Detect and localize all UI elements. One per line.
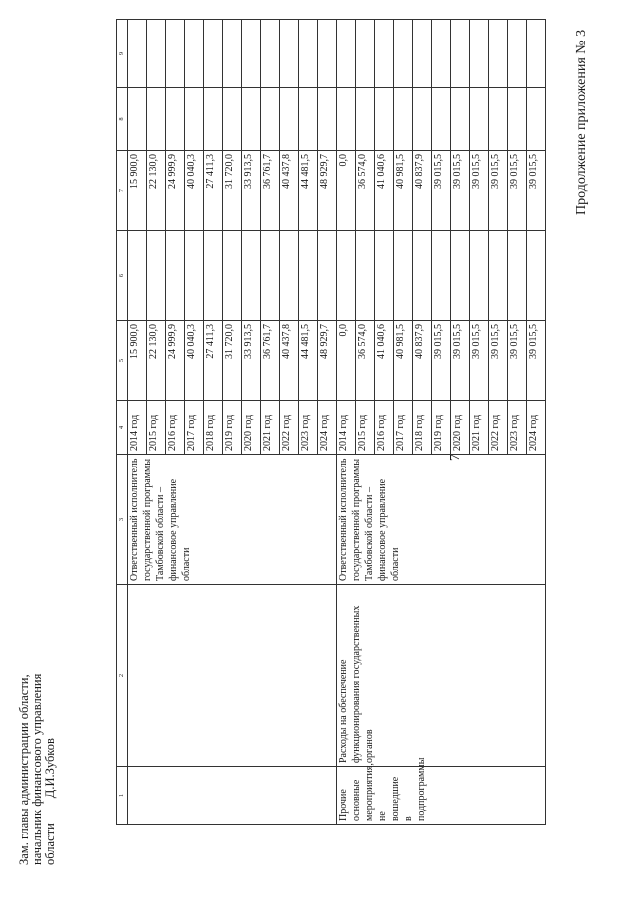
year-cell: 2020 год [451, 401, 470, 455]
expense-cell: Расходы на обеспечение функционирования государственных органов [337, 585, 546, 767]
amount-cell [413, 20, 432, 88]
amount-cell [527, 20, 546, 88]
amount-cell [147, 20, 166, 88]
amount-total-cell: 33 913,5 [242, 321, 261, 401]
amount-cell [337, 88, 356, 151]
amount-cell [356, 88, 375, 151]
amount-total-cell: 40 981,5 [394, 321, 413, 401]
year-cell: 2014 год [337, 401, 356, 455]
amount-cell [299, 231, 318, 321]
expense-cell [128, 585, 337, 767]
amount-cell [299, 88, 318, 151]
year-cell: 2017 год [185, 401, 204, 455]
amount-regional-cell: 40 040,3 [185, 151, 204, 231]
table-row [128, 20, 147, 825]
amount-total-cell: 40 437,8 [280, 321, 299, 401]
amount-total-cell: 24 999,9 [166, 321, 185, 401]
amount-cell [242, 88, 261, 151]
activity-cell [128, 767, 337, 825]
amount-cell [489, 231, 508, 321]
amount-regional-cell: 33 913,5 [242, 151, 261, 231]
amount-cell [147, 88, 166, 151]
year-cell: 2022 год [280, 401, 299, 455]
year-cell: 2019 год [223, 401, 242, 455]
executor-cell: Ответственный исполнитель государственной программы Тамбовской области – финансовое управление области [337, 455, 546, 585]
header-cell: 9 [117, 20, 128, 88]
amount-cell [261, 20, 280, 88]
amount-cell [451, 20, 470, 88]
signature-block [18, 674, 57, 865]
amount-total-cell: 31 720,0 [223, 321, 242, 401]
amount-cell [337, 231, 356, 321]
amount-cell [204, 231, 223, 321]
amount-cell [375, 231, 394, 321]
amount-regional-cell: 39 015,5 [470, 151, 489, 231]
amount-cell [356, 20, 375, 88]
year-cell: 2016 год [375, 401, 394, 455]
appendix-caption: Продолжение приложения № 3 [574, 29, 589, 215]
amount-cell [508, 20, 527, 88]
amount-cell [432, 231, 451, 321]
signature-line-3: области [43, 823, 57, 865]
amount-cell [337, 20, 356, 88]
executor-cell: Ответственный исполнитель государственной программы Тамбовской области – финансовое управление области [128, 455, 337, 585]
amount-cell [508, 88, 527, 151]
header-cell: 1 [117, 767, 128, 825]
amount-total-cell: 15 900,0 [128, 321, 147, 401]
amount-regional-cell: 40 981,5 [394, 151, 413, 231]
header-row [117, 20, 128, 825]
amount-cell [166, 231, 185, 321]
amount-regional-cell: 39 015,5 [489, 151, 508, 231]
header-cell: 4 [117, 401, 128, 455]
amount-cell [185, 231, 204, 321]
year-cell: 2015 год [147, 401, 166, 455]
amount-regional-cell: 40 437,8 [280, 151, 299, 231]
amount-cell [223, 20, 242, 88]
amount-cell [394, 20, 413, 88]
amount-cell [432, 88, 451, 151]
amount-cell [527, 88, 546, 151]
year-cell: 2024 год [318, 401, 337, 455]
year-cell: 2017 год [394, 401, 413, 455]
amount-cell [128, 88, 147, 151]
amount-cell [280, 88, 299, 151]
amount-cell [204, 88, 223, 151]
amount-cell [185, 20, 204, 88]
amount-cell [375, 88, 394, 151]
year-cell: 2024 год [527, 401, 546, 455]
header-cell: 2 [117, 585, 128, 767]
amount-regional-cell: 44 481,5 [299, 151, 318, 231]
year-cell: 2023 год [508, 401, 527, 455]
amount-total-cell: 0,0 [337, 321, 356, 401]
amount-regional-cell: 31 720,0 [223, 151, 242, 231]
amount-cell [527, 231, 546, 321]
amount-total-cell: 22 130,0 [147, 321, 166, 401]
amount-cell [489, 88, 508, 151]
signature-line-2: начальник финансового управления [30, 673, 44, 865]
amount-cell [375, 20, 394, 88]
amount-regional-cell: 22 130,0 [147, 151, 166, 231]
amount-cell [413, 88, 432, 151]
amount-cell [223, 88, 242, 151]
amount-total-cell: 48 929,7 [318, 321, 337, 401]
amount-cell [128, 20, 147, 88]
amount-regional-cell: 39 015,5 [527, 151, 546, 231]
amount-regional-cell: 40 837,9 [413, 151, 432, 231]
year-cell: 2022 год [489, 401, 508, 455]
amount-cell [508, 231, 527, 321]
amount-regional-cell: 36 761,7 [261, 151, 280, 231]
amount-cell [280, 231, 299, 321]
amount-cell [242, 20, 261, 88]
table-row [337, 20, 356, 825]
signature-line-1: Зам. главы администрации области, [17, 674, 31, 865]
amount-cell [489, 20, 508, 88]
amount-total-cell: 39 015,5 [432, 321, 451, 401]
amount-regional-cell: 39 015,5 [451, 151, 470, 231]
amount-total-cell: 44 481,5 [299, 321, 318, 401]
amount-cell [166, 88, 185, 151]
amount-regional-cell: 36 574,0 [356, 151, 375, 231]
year-cell: 2015 год [356, 401, 375, 455]
amount-cell [470, 231, 489, 321]
year-cell: 2021 год [470, 401, 489, 455]
amount-cell [147, 231, 166, 321]
amount-cell [413, 231, 432, 321]
amount-total-cell: 40 837,9 [413, 321, 432, 401]
amount-total-cell: 40 040,3 [185, 321, 204, 401]
page-number: 7 [448, 454, 463, 461]
amount-cell [299, 20, 318, 88]
amount-regional-cell: 15 900,0 [128, 151, 147, 231]
activity-cell: Прочие основные мероприятия, не вошедшие в подпрограммы [337, 767, 546, 825]
year-cell: 2018 год [413, 401, 432, 455]
amount-cell [394, 88, 413, 151]
amount-total-cell: 41 040,6 [375, 321, 394, 401]
amount-total-cell: 39 015,5 [527, 321, 546, 401]
amount-cell [280, 20, 299, 88]
amount-cell [223, 231, 242, 321]
amount-cell [242, 231, 261, 321]
amount-total-cell: 36 761,7 [261, 321, 280, 401]
year-cell: 2020 год [242, 401, 261, 455]
amount-regional-cell: 39 015,5 [508, 151, 527, 231]
amount-cell [356, 231, 375, 321]
amount-cell [261, 88, 280, 151]
signature-name: Д.И.Зубков [43, 738, 57, 799]
amount-total-cell: 27 411,3 [204, 321, 223, 401]
amount-total-cell: 39 015,5 [470, 321, 489, 401]
amount-total-cell: 36 574,0 [356, 321, 375, 401]
year-cell: 2023 год [299, 401, 318, 455]
header-cell: 8 [117, 88, 128, 151]
amount-regional-cell: 0,0 [337, 151, 356, 231]
amount-total-cell: 39 015,5 [508, 321, 527, 401]
amount-regional-cell: 27 411,3 [204, 151, 223, 231]
year-cell: 2021 год [261, 401, 280, 455]
amount-cell [318, 88, 337, 151]
amount-cell [470, 88, 489, 151]
budget-table [116, 19, 546, 825]
year-cell: 2018 год [204, 401, 223, 455]
year-cell: 2014 год [128, 401, 147, 455]
amount-regional-cell: 41 040,6 [375, 151, 394, 231]
amount-total-cell: 39 015,5 [451, 321, 470, 401]
amount-cell [261, 231, 280, 321]
amount-cell [394, 231, 413, 321]
amount-cell [166, 20, 185, 88]
amount-regional-cell: 39 015,5 [432, 151, 451, 231]
year-cell: 2016 год [166, 401, 185, 455]
header-cell: 7 [117, 151, 128, 231]
amount-cell [451, 231, 470, 321]
header-cell: 5 [117, 321, 128, 401]
year-cell: 2019 год [432, 401, 451, 455]
amount-cell [185, 88, 204, 151]
amount-cell [451, 88, 470, 151]
amount-total-cell: 39 015,5 [489, 321, 508, 401]
amount-cell [432, 20, 451, 88]
header-cell: 6 [117, 231, 128, 321]
amount-cell [318, 20, 337, 88]
amount-cell [318, 231, 337, 321]
amount-regional-cell: 48 929,7 [318, 151, 337, 231]
amount-cell [470, 20, 489, 88]
amount-cell [204, 20, 223, 88]
amount-regional-cell: 24 999,9 [166, 151, 185, 231]
amount-cell [128, 231, 147, 321]
header-cell: 3 [117, 455, 128, 585]
